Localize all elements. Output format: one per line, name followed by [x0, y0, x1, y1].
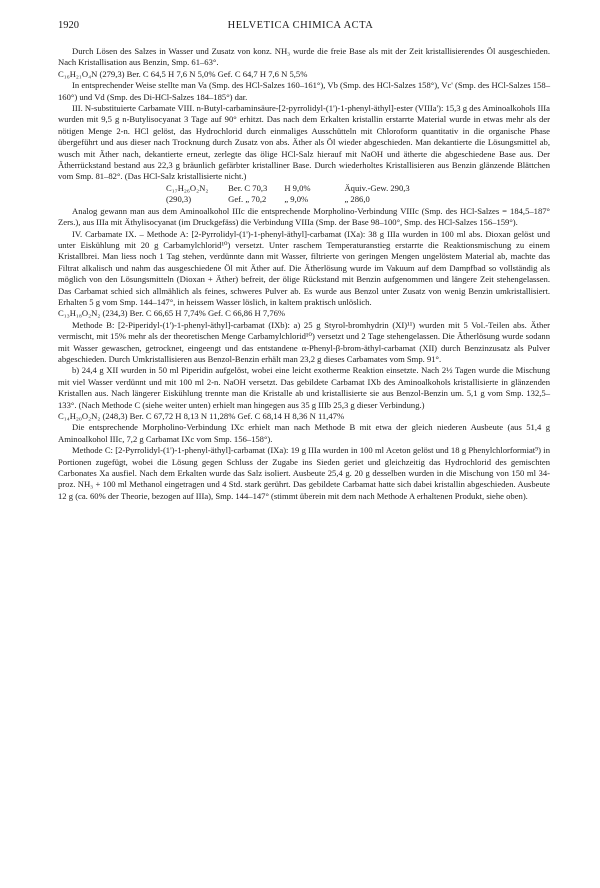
paragraph: Durch Lösen des Salzes in Wasser und Zusatz von konz. NH₃ wurde die freie Base als mit der Zeit kristallisierendes Öl ausgeschieden. Nach Kristallisation aus Benzin, Smp. 61–63°.	[58, 46, 550, 68]
calc-h: H 9,0%	[284, 182, 311, 193]
elemental-analysis: C₁₆H₂₁O₄N (279,3) Ber. C 64,5 H 7,6 N 5,0% Gef. C 64,7 H 7,6 N 5,5%	[58, 68, 308, 79]
paragraph: Methode C: [2-Pyrrolidyl-(1')-1-phenyl-äthyl]-carbamat (IXa): 19 g IIIa wurden in 100 ml Aceton gelöst und 18 g Phenylchlorformiat⁹) in Portionen zugefügt, wobei die Lösung gegen Schluss der Zugabe ins Sieden geriet und gleichzeitig das Hydrochlorid des gemischten Carbonates Xa ausfiel. Nach dem Erkalten wurde das Salz isoliert. Ausbeute 25,4 g. 20 g desselben wurden in die Mischung von 150 ml 34-proz. NH₃ + 100 ml Methanol eingetragen und 4 Std. stark gerührt. Das gebildete Carbamat hatte sich dabei kristallin abgeschieden. Ausbeute 12 g (ca. 60% der Theorie, bezogen auf IIIa), Smp. 144–147° (stimmt überein mit dem nach Methode A erhaltenen Produkt, siehe oben).	[58, 445, 550, 501]
calc-c: Ber. C 70,3	[228, 182, 268, 193]
elemental-analysis: C₁₄H₂₀O₂N₂ (248,3) Ber. C 67,72 H 8,13 N 11,28% Gef. C 68,14 H 8,36 N 11,47%	[58, 411, 345, 421]
elemental-analysis: C₁₃H₁₈O₂N₂ (234,3) Ber. C 66,65 H 7,74% Gef. C 66,86 H 7,76%	[58, 308, 286, 319]
page-header	[58, 20, 550, 36]
calc-equiv: Äquiv.-Gew. 290,3	[344, 182, 410, 193]
paragraph: III. N-substituierte Carbamate VIII. n-Butyl-carbaminsäure-[2-pyrrolidyl-(1')-1-phenyl-äthyl]-ester (VIIIa'): 15,3 g des Aminoalkohols IIIa wurden mit 9,5 g n-Butylisocyanat 3 Tage auf 90° erhitzt. Das nach dem Erkalten kristallin erstarrte Material wurde in etwas mehr als der nötigen Menge 2-n. HCl gelöst, das Hydrochlorid durch einmaliges Ausschütteln mit Chloroform quantitativ in die organische Phase übergeführt und aus dieser nach Trocknung durch Zusatz von abs. Äther als Öl wieder abgeschieden. Man dekantierte die Lösungsmittel ab, wusch mit Äther nach, dekantierte erneut, zerlegte das ölige HCl-Salz hierauf mit NaOH und ätherte die abgeschiedene Base aus. Der Ätherrückstand bestand aus 22,3 g bräunlich gefärbter kristalliner Base. Durch wiederholtes Kristallisieren aus Benzin glänzende Blättchen vom Smp. 81–82°. (Das HCl-Salz kristallisierte nicht.)	[58, 103, 550, 182]
paragraph: In entsprechender Weise stellte man Va (Smp. des HCl-Salzes 160–161°), Vb (Smp. des HCl-Salzes 158°), Vc' (Smp. des HCl-Salzes 158–160°) und Vd (Smp. des Di-HCl-Salzes 184–185°) dar.	[58, 80, 550, 102]
paragraph: b) 24,4 g XII wurden in 50 ml Piperidin aufgelöst, wobei eine leicht exotherme Reaktion einsetzte. Nach 2½ Tagen wurde die Mischung mit viel Wasser verdünnt und mit 100 ml 2-n. NaOH versetzt. Das gebildete Carbamat IXb des Aminoalkohols kristallisierte in glänzenden Kristallen aus. Nach längerer Eiskühlung trennte man die Kristalle ab und kristallisierte sie aus Benzol-Benzin um. 5,1 g vom Smp. 132,5–133°. (Nach Methode C (siehe weiter unten) erhielt man hingegen aus 35 g IIIb 25,3 g dieser Verbindung.)	[58, 365, 550, 410]
paragraph: Analog gewann man aus dem Aminoalkohol IIIc die entsprechende Morpholino-Verbindung VIIIc (Smp. des HCl-Salzes = 184,5–187° Zers.), aus IIIa mit Äthylisocyanat (im Druckgefäss) die Verbindung VIIIa (Smp. der Base 98–100°, Smp. des HCl-Salzes 156–159°).	[58, 205, 550, 228]
mol-weight: (290,3)	[166, 194, 192, 205]
page-number: 1920	[58, 20, 79, 31]
formula: C₁₇H₂₆O₂N₂	[166, 182, 209, 193]
paragraph: IV. Carbamate IX. – Methode A: [2-Pyrrolidyl-(1')-1-phenyl-äthyl]-carbamat (IXa): 38 g IIIa wurden in 100 ml abs. Dioxan gelöst und unter Eiskühlung mit 20 g Carbamylchlorid¹⁰) versetzt. Unter raschem Temperaturanstieg erstarrte die Reaktionsmischung zu einem Kristallbrei. Man liess noch 1 Tag stehen, verdünnte dann mit Wasser, filtrierte von geringen Mengen ungelöstem Material ab, machte das Filtrat alkalisch und nahm das ausgeschiedene Öl mit Äther auf. Die Ätherlösung wurde im Vakuum auf dem Dampfbad so vollständig als möglich von den Lösungsmitteln (Dioxan + Äther) befreit, der ölige Rückstand mit Benzin aufgenommen und längere Zeit stehengelassen. Das Carbamat schied sich allmählich als feines, schweres Pulver ab. Es wurde aus Benzol unter Zusatz von wenig Benzin umkristallisiert. Erhalten 5 g vom Smp. 144–147°, in heissem Wasser löslich, in kaltem praktisch unlöslich.	[58, 228, 550, 307]
elemental-analysis-table	[166, 183, 550, 206]
found-h: „ 9,0%	[284, 194, 309, 205]
document-page	[58, 20, 550, 502]
paragraph: Die entsprechende Morpholino-Verbindung IXc erhielt man nach Methode B mit etwa der gleich niederen Ausbeute (aus 51,4 g Aminoalkohol IIIc, 7,2 g Carbamat IXc vom Smp. 156–158°).	[58, 422, 550, 444]
journal-title: HELVETICA CHIMICA ACTA	[227, 20, 374, 31]
paragraph: Methode B: [2-Piperidyl-(1')-1-phenyl-äthyl]-carbamat (IXb): a) 25 g Styrol-bromhydrin (XI)¹¹) wurden mit 5 Vol.-Teilen abs. Äther vermischt, mit 15% mehr als der theoretischen Menge Carbamylchlorid¹⁰) versetzt und 2 Tage stehengelassen. Die Ätherlösung wurde sodann mit Wasser gewaschen, getrocknet, eingeengt und das entstandene α-Phenyl-β-brom-äthyl-carbamat (XII) durch Benzinzusatz als Pulver abgeschieden. Durch Umkristallisieren aus Benzol-Benzin erhält man 23,2 g dieses Carbamates vom Smp. 91°.	[58, 319, 550, 364]
found-equiv: „ 286,0	[344, 194, 370, 205]
found-c: Gef. „ 70,2	[228, 194, 267, 205]
